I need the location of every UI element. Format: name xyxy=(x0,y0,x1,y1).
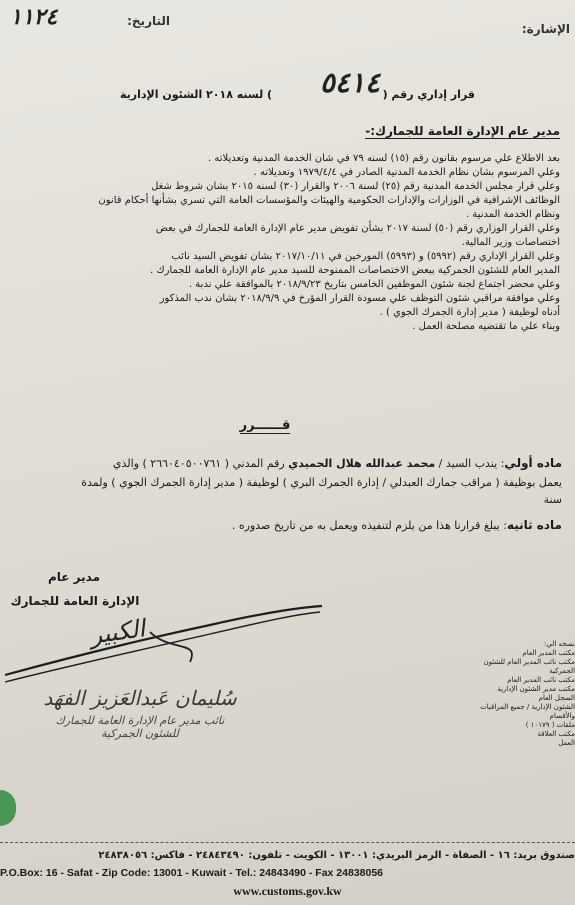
preamble-line: الوظائف الإشرافية في الوزارات والإدارات الحكومية والهيئات والمؤسسات العامة التي تسري بشأنها أحكام قانون xyxy=(98,195,560,206)
addressee-text: مدير عام الإدارة العامة للجمارك:- xyxy=(365,124,560,138)
preamble-line: اختصاصات وزير المالية. xyxy=(461,237,560,248)
cc-item: مكتب المدير العام xyxy=(522,649,575,657)
stamp-title: نائب مدير عام الإدارة العامة للجمارك xyxy=(55,714,225,727)
article-one-line: يعمل بوظيفة ( مراقب جمارك العبدلي / إدارة الجمرك البري ) لوظيفة ( مدير إدارة الجمرك الجوي ) ولمدة xyxy=(81,476,562,489)
stamp-subtitle: للشئون الجمركية xyxy=(101,727,179,740)
preamble-line: وعلي قرار مجلس الخدمة المدنية رقم (٢٥) لسنة ٢٠٠٦ والقرار (٣٠) لسنه ٢٠١٥ بشان شروط شغل xyxy=(151,181,560,192)
decision-number: ٥٤١٤ xyxy=(319,66,380,99)
preamble xyxy=(28,152,560,334)
article-one xyxy=(10,456,562,507)
cc-item: ملفات ( ١٠١٧٩ ) xyxy=(525,721,575,729)
addressee xyxy=(330,124,560,138)
article-two-label: ماده ثانيه xyxy=(506,518,562,532)
date-handwritten-value: ١١٢٤ xyxy=(10,4,58,30)
reference-label: الإشارة: xyxy=(521,22,570,36)
preamble-line: وعلي القرار الوزاري رقم (٥٠) لسنة ٢٠١٧ بشأن تفويض مدير عام الإدارة العامة للجمارك في بعض xyxy=(155,223,560,234)
article-one-text-b: رقم المدني ( ٢٦٦٠٤٠٥٠٠٧٦١ ) والذي xyxy=(112,457,289,470)
cc-item: السجل العام xyxy=(538,694,575,702)
stamp-name: سُليمان عَبدالعَزيز الفهَد xyxy=(43,686,237,710)
cc-item: الشئون الإدارية / جميع المراقبات والأقسام xyxy=(480,703,575,720)
cc-item: مكتب العلاقة xyxy=(537,730,575,738)
footer-divider xyxy=(0,842,575,843)
article-one-label: ماده أولي xyxy=(504,456,562,470)
preamble-line: وعلي المرسوم بشان نظام الخدمة المدنية الصادر في ١٩٧٩/٤/٤ وتعديلاته . xyxy=(253,167,560,178)
preamble-line: وعلي محضر اجتماع لجنة شئون الموظفين الخامس بتاريخ ٢٠١٨/٩/٢٣ بالموافقة علي ندبة . xyxy=(188,279,560,290)
decision-title xyxy=(100,68,475,104)
preamble-line: وعلي موافقة مراقبي شئون التوظف علي مسودة القرار المؤرخ في ٢٠١٨/٩/٩ بشان ندب المذكور xyxy=(159,293,560,304)
handwritten-signature: الكبير xyxy=(88,614,147,650)
date-label: التاريخ: xyxy=(127,14,170,28)
official-stamp xyxy=(40,686,240,768)
date-field xyxy=(10,4,170,34)
footer-english-address: P.O.Box: 16 - Safat - Zip Code: 13001 - Kuwait - Tel.: 24843490 - Fax 24838056 xyxy=(0,867,384,879)
footer-website-link[interactable]: www.customs.gov.kw xyxy=(233,884,342,898)
article-one-line: سنة xyxy=(543,493,562,506)
article-one-text-a: : يندب السيد / xyxy=(435,457,505,470)
footer-arabic-address: صندوق بريد: ١٦ - الصفاة - الرمز البريدي: ١٣٠٠١ - الكويت - تلفون: ٢٤٨٤٣٤٩٠ - فاكس: ٢٤٨٣٨٠٥٦ xyxy=(98,850,575,861)
cc-list xyxy=(468,640,575,748)
cc-item: العمل xyxy=(558,739,575,747)
cc-item: مكتب مدير الشئون الإدارية xyxy=(497,685,575,693)
decides-heading xyxy=(230,418,300,433)
cc-item: مكتب نائب المدير العام للشئون الجمركية xyxy=(483,658,575,675)
cc-item: مكتب نائب المدير العام xyxy=(507,676,575,684)
preamble-line: ونظام الخدمة المدنية . xyxy=(465,209,560,220)
preamble-line: وعلي القرار الإداري رقم (٥٩٩٢) و (٥٩٩٣) المورخين في ٢٠١٧/١٠/١١ بشان تفويض السيد نائب xyxy=(171,251,560,262)
signatory-title: مدير عام xyxy=(47,570,100,584)
article-two-text: : يبلغ قرارنا هذا من يلزم لتنفيذه ويعمل به من تاريخ صدوره . xyxy=(231,519,507,532)
preamble-line: أدناه لوظيفة ( مدير إدارة الجمرك الجوي ) . xyxy=(379,307,560,318)
preamble-line: بعد الاطلاع علي مرسوم بقانون رقم (١٥) لسنه ٧٩ في شان الخدمة المدنية وتعديلاته . xyxy=(208,153,560,164)
decision-title-prefix: قرار إداري رقم ( xyxy=(382,88,475,101)
decision-title-suffix: ) لسنه ٢٠١٨ الشئون الإدارية xyxy=(120,88,273,101)
cc-item: نسخه الي: xyxy=(544,640,575,648)
customs-logo-icon xyxy=(0,790,16,826)
signatory-organization: الإدارة العامة للجمارك xyxy=(10,594,140,608)
article-two xyxy=(180,518,562,533)
decides-text: قــــــرر xyxy=(239,418,291,433)
employee-name: محمد عبدالله هلال الحميدي xyxy=(288,457,436,470)
article-one-line xyxy=(10,456,562,471)
preamble-line: المدير العام للشئون الجمركية ببعض الاختصاصات الممنوحة للسيد مدير عام الإدارة العامة للجمارك . xyxy=(150,265,560,276)
preamble-line: وبناء علي ما تقتضيه مصلحة العمل . xyxy=(412,321,560,332)
